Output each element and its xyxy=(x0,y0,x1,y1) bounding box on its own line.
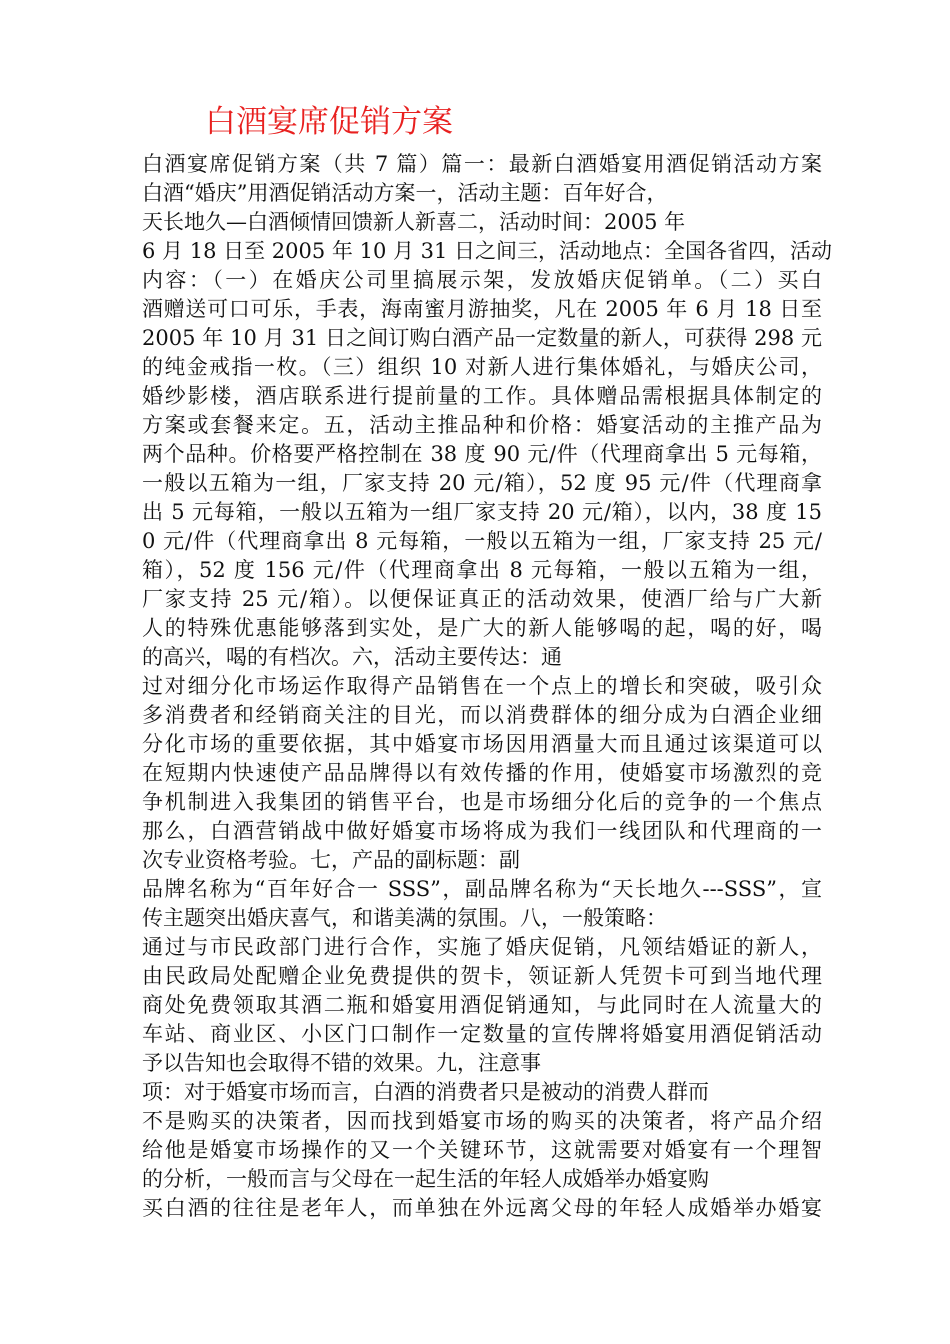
text-line: 由民政局处配赠企业免费提供的贺卡，领证新人凭贺卡可到当地代理 xyxy=(142,964,822,988)
text-line: 次专业资格考验。七，产品的副标题：副 xyxy=(142,848,520,872)
text-line: 那么，白酒营销战中做好婚宴市场将成为我们一线团队和代理商的一 xyxy=(142,819,822,843)
text-line: 酒赠送可口可乐，手表，海南蜜月游抽奖，凡在 2005 年 6 月 18 日至 xyxy=(142,297,822,321)
text-line: 人的特殊优惠能够落到实处，是广大的新人能够喝的起，喝的好，喝 xyxy=(142,616,822,640)
text-line: 两个品种。价格要严格控制在 38 度 90 元/件（代理商拿出 5 元每箱， xyxy=(142,442,822,466)
text-line: 6 月 18 日至 2005 年 10 月 31 日之间三，活动地点：全国各省四，活动 xyxy=(142,239,833,263)
text-line: 传主题突出婚庆喜气，和谐美满的氛围。八，一般策略： xyxy=(142,906,667,930)
text-line: 白酒“婚庆”用酒促销活动方案一，活动主题：百年好合， xyxy=(142,181,668,205)
text-line: 的高兴，喝的有档次。六，活动主要传达：通 xyxy=(142,645,562,669)
text-line: 天长地久—白酒倾情回馈新人新喜二，活动时间：2005 年 xyxy=(142,210,686,234)
text-line: 分化市场的重要依据，其中婚宴市场因用酒量大而且通过该渠道可以 xyxy=(142,732,822,756)
text-line: 多消费者和经销商关注的目光，而以消费群体的细分成为白酒企业细 xyxy=(142,703,822,727)
text-line: 不是购买的决策者，因而找到婚宴市场的购买的决策者，将产品介绍 xyxy=(142,1109,822,1133)
text-line: 箱），52 度 156 元/件（代理商拿出 8 元每箱，一般以五箱为一组， xyxy=(142,558,822,582)
text-line: 商处免费领取其酒二瓶和婚宴用酒促销通知，与此同时在人流量大的 xyxy=(142,993,822,1017)
text-line: 过对细分化市场运作取得产品销售在一个点上的增长和突破，吸引众 xyxy=(142,674,822,698)
text-line: 通过与市民政部门进行合作，实施了婚庆促销，凡领结婚证的新人， xyxy=(142,935,822,959)
text-line: 项：对于婚宴市场而言，白酒的消费者只是被动的消费人群而 xyxy=(142,1080,709,1104)
text-line: 出 5 元每箱，一般以五箱为一组厂家支持 20 元/箱），以内，38 度 15 xyxy=(142,500,822,524)
text-line: 一般以五箱为一组，厂家支持 20 元/箱），52 度 95 元/件（代理商拿 xyxy=(142,471,822,495)
text-line: 婚纱影楼，酒店联系进行提前量的工作。具体赠品需根据具体制定的 xyxy=(142,384,822,408)
document-body xyxy=(142,150,833,1223)
text-line: 0 元/件（代理商拿出 8 元每箱，一般以五箱为一组，厂家支持 25 元/ xyxy=(142,529,822,553)
text-line: 买白酒的往往是老年人，而单独在外远离父母的年轻人成婚举办婚宴 xyxy=(142,1196,822,1220)
document-title: 白酒宴席促销方案 xyxy=(205,104,453,140)
text-line: 予以告知也会取得不错的效果。九，注意事 xyxy=(142,1051,541,1075)
text-line: 品牌名称为“百年好合一 SSS”，副品牌名称为“天长地久---SSS”，宣 xyxy=(142,877,822,901)
text-line: 的分析，一般而言与父母在一起生活的年轻人成婚举办婚宴购 xyxy=(142,1167,709,1191)
text-line: 2005 年 10 月 31 日之间订购白酒产品一定数量的新人，可获得 298 元 xyxy=(142,326,822,350)
text-line: 争机制进入我集团的销售平台，也是市场细分化后的竞争的一个焦点 xyxy=(142,790,822,814)
text-line: 车站、商业区、小区门口制作一定数量的宣传牌将婚宴用酒促销活动 xyxy=(142,1022,822,1046)
text-line: 的纯金戒指一枚。（三）组织 10 对新人进行集体婚礼，与婚庆公司， xyxy=(142,355,822,379)
text-line: 厂家支持 25 元/箱）。以便保证真正的活动效果，使酒厂给与广大新 xyxy=(142,587,822,611)
text-line: 给他是婚宴市场操作的又一个关键环节，这就需要对婚宴有一个理智 xyxy=(142,1138,822,1162)
text-line: 在短期内快速使产品品牌得以有效传播的作用，使婚宴市场激烈的竞 xyxy=(142,761,822,785)
text-line: 白酒宴席促销方案（共 7 篇）篇一：最新白酒婚宴用酒促销活动方案 xyxy=(142,152,822,176)
text-line: 内容：（一）在婚庆公司里搞展示架，发放婚庆促销单。（二）买白 xyxy=(142,268,822,292)
text-line: 方案或套餐来定。五，活动主推品种和价格：婚宴活动的主推产品为 xyxy=(142,413,822,437)
